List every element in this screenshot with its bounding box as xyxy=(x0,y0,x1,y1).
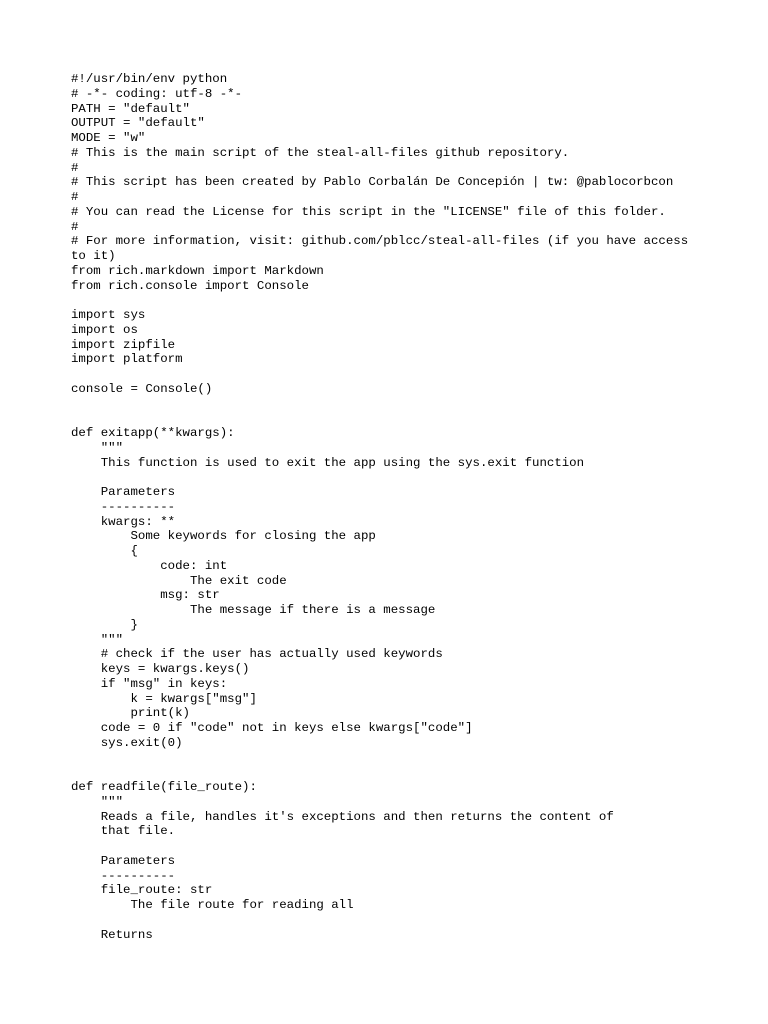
code-line: """ xyxy=(71,632,124,647)
code-line: file_route: str xyxy=(71,883,213,898)
code-line: def exitapp(**kwargs): xyxy=(71,426,235,440)
code-line: Parameters xyxy=(71,485,176,499)
code-line: # You can read the License for this script in the "LICENSE" file of this folder. xyxy=(71,204,666,219)
code-line xyxy=(71,913,711,928)
code-line: OUTPUT = "default" xyxy=(71,116,205,131)
code-line xyxy=(71,411,711,426)
code-line: kwargs: ** xyxy=(71,514,176,529)
code-line: } xyxy=(71,617,138,632)
code-line: Reads a file, handles it's exceptions and then returns the content of xyxy=(71,809,614,824)
code-line: # check if the user has actually used keywords xyxy=(71,647,443,662)
code-line: PATH = "default" xyxy=(71,101,190,116)
code-line: # xyxy=(71,160,79,175)
code-line: # xyxy=(71,190,79,204)
code-line: if "msg" in keys: xyxy=(71,676,228,691)
code-line: def readfile(file_route): xyxy=(71,780,257,794)
code-line: ---------- xyxy=(71,868,176,883)
code-line: code: int xyxy=(71,558,228,573)
code-line: import sys xyxy=(71,308,146,322)
code-line: from rich.markdown import Markdown xyxy=(71,263,324,278)
code-line: from rich.console import Console xyxy=(71,278,309,293)
code-line: # xyxy=(71,219,79,234)
code-line: sys.exit(0) xyxy=(71,735,183,750)
code-line: console = Console() xyxy=(71,381,213,396)
code-line: """ xyxy=(71,794,124,809)
code-line xyxy=(71,293,711,308)
code-line xyxy=(71,367,711,382)
code-line: The exit code xyxy=(71,573,287,588)
code-line: """ xyxy=(71,440,124,455)
code-line: #!/usr/bin/env python xyxy=(71,72,228,86)
code-line: # This is the main script of the steal-all-files github repository. xyxy=(71,145,570,160)
code-line: that file. xyxy=(71,824,176,839)
code-line: ---------- xyxy=(71,499,176,514)
code-line: Returns xyxy=(71,927,153,942)
code-line: keys = kwargs.keys() xyxy=(71,662,250,676)
code-line: Parameters xyxy=(71,853,176,868)
code-line xyxy=(71,839,711,854)
code-listing xyxy=(71,72,711,942)
code-line: # -*- coding: utf-8 -*- xyxy=(71,86,243,101)
code-line: # This script has been created by Pablo Corbalán De Concepión | tw: @pablocorbcon xyxy=(71,175,674,190)
code-line: The file route for reading all xyxy=(71,898,354,912)
code-line xyxy=(71,765,711,780)
code-line xyxy=(71,470,711,485)
code-line: # For more information, visit: github.com/pblcc/steal-all-files (if you have access xyxy=(71,234,689,249)
code-line: import zipfile xyxy=(71,337,176,352)
code-line: { xyxy=(71,544,138,558)
code-line: print(k) xyxy=(71,706,190,721)
code-line: import os xyxy=(71,322,138,337)
code-line: msg: str xyxy=(71,588,220,603)
code-line: This function is used to exit the app using the sys.exit function xyxy=(71,455,585,470)
code-line: The message if there is a message xyxy=(71,603,436,617)
code-line: MODE = "w" xyxy=(71,131,146,145)
code-line: Some keywords for closing the app xyxy=(71,529,376,544)
code-line: import platform xyxy=(71,352,183,367)
code-line: k = kwargs["msg"] xyxy=(71,691,257,706)
code-line xyxy=(71,397,711,412)
code-line: code = 0 if "code" not in keys else kwargs["code"] xyxy=(71,721,473,735)
code-line xyxy=(71,751,711,766)
code-line: to it) xyxy=(71,249,116,263)
